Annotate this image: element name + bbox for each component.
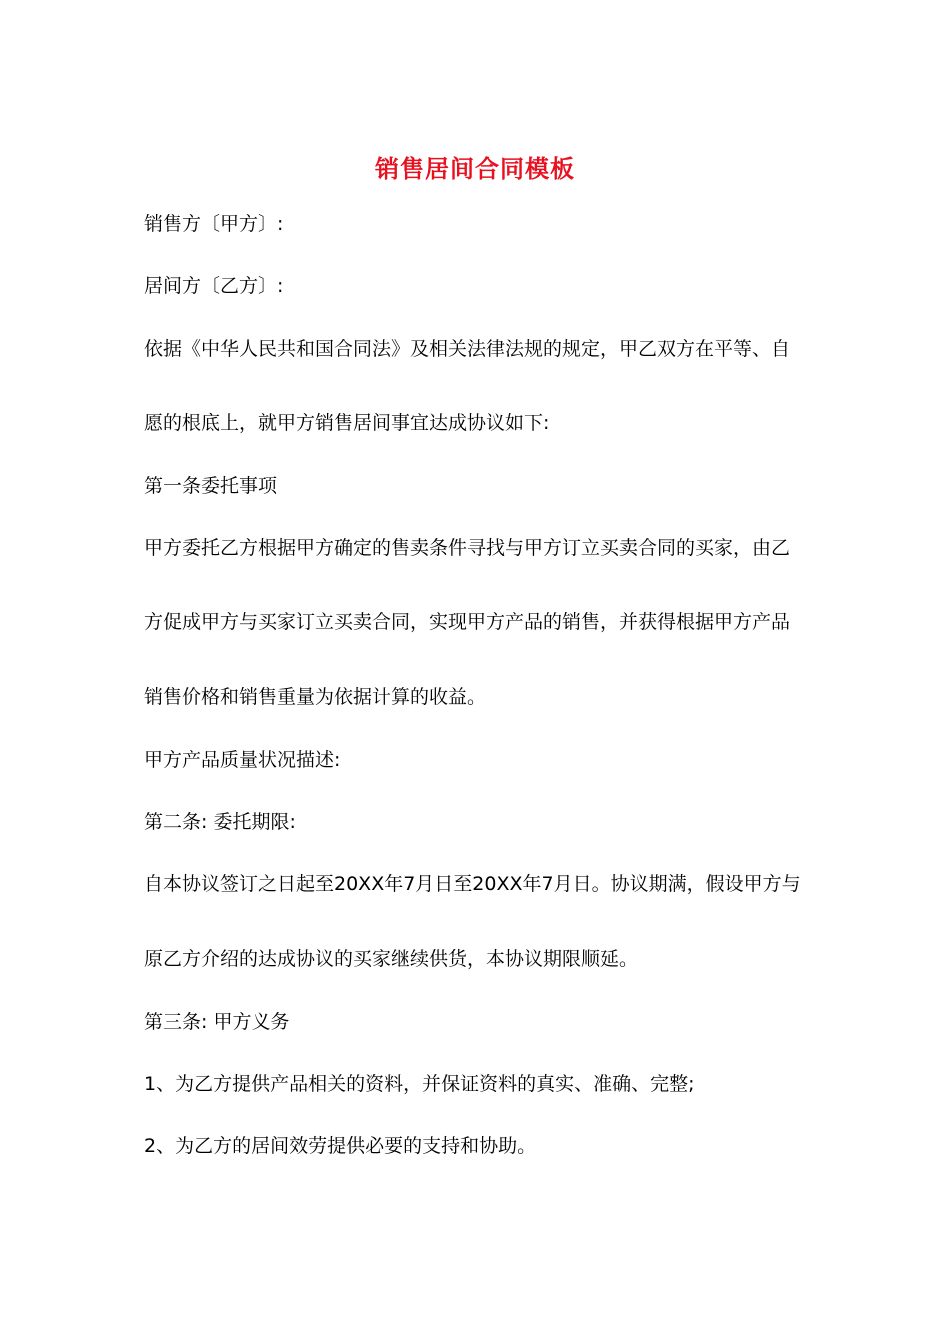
article-3-item-1: 1、为乙方提供产品相关的资料，并保证资料的真实、准确、完整; bbox=[144, 1073, 695, 1095]
seller-party-line: 销售方〔甲方〕: bbox=[144, 213, 284, 235]
article-3-item-2: 2、为乙方的居间效劳提供必要的支持和协助。 bbox=[144, 1135, 537, 1157]
preamble-line-2: 愿的根底上，就甲方销售居间事宜达成协议如下: bbox=[144, 412, 550, 434]
article-2-heading: 第二条: 委托期限: bbox=[144, 811, 296, 833]
article-1-line-1: 甲方委托乙方根据甲方确定的售卖条件寻找与甲方订立买卖合同的买家，由乙 bbox=[144, 537, 791, 559]
broker-party-line: 居间方〔乙方〕: bbox=[144, 275, 284, 297]
quality-description-line: 甲方产品质量状况描述: bbox=[144, 749, 341, 771]
article-1-heading: 第一条委托事项 bbox=[144, 475, 278, 497]
preamble-line-1: 依据《中华人民共和国合同法》及相关法律法规的规定，甲乙双方在平等、自 bbox=[144, 338, 791, 360]
article-3-heading: 第三条: 甲方义务 bbox=[144, 1011, 290, 1033]
article-1-line-3: 销售价格和销售重量为依据计算的收益。 bbox=[144, 686, 487, 708]
document-title: 销售居间合同模板 bbox=[375, 155, 575, 183]
article-1-line-2: 方促成甲方与买家订立买卖合同，实现甲方产品的销售，并获得根据甲方产品 bbox=[144, 611, 791, 633]
article-2-line-2: 原乙方介绍的达成协议的买家继续供货，本协议期限顺延。 bbox=[144, 948, 639, 970]
article-2-line-1: 自本协议签订之日起至20XX年7月日至20XX年7月日。协议期满，假设甲方与 bbox=[144, 873, 801, 895]
